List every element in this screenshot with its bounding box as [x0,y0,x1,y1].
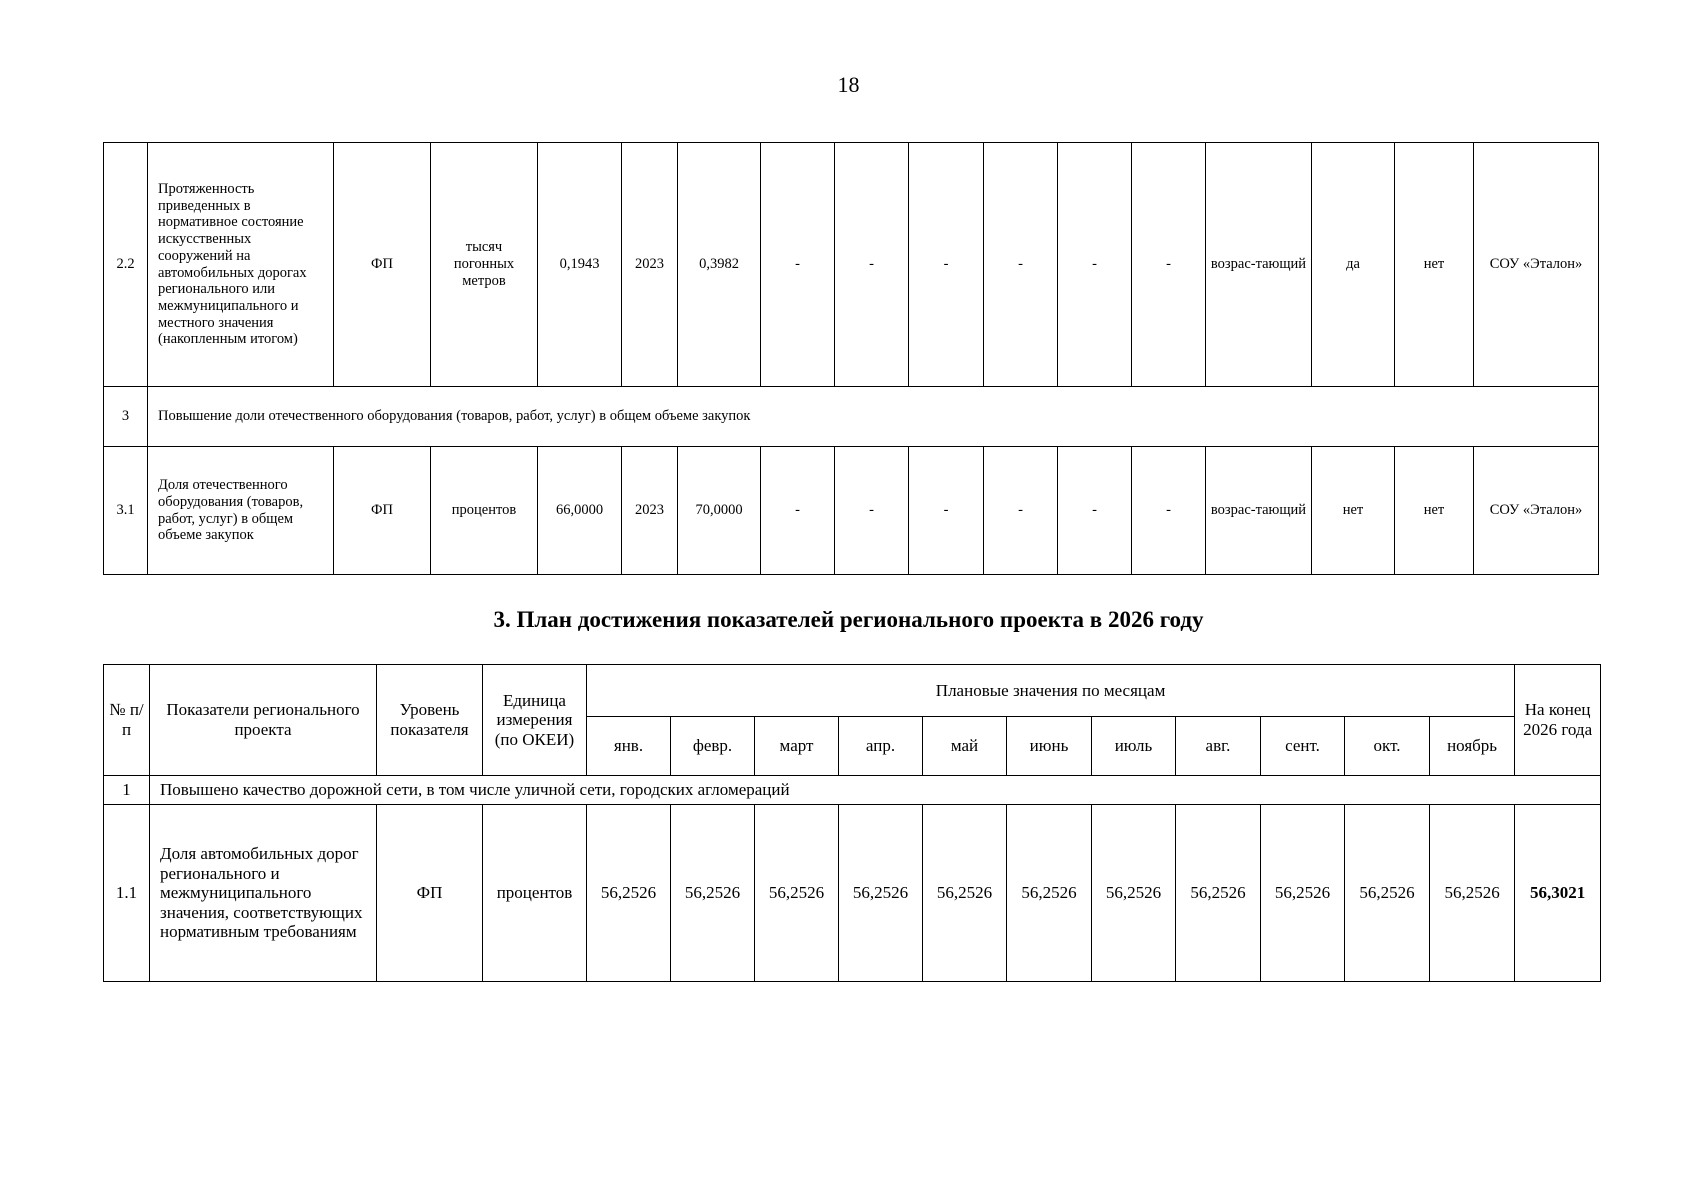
month-header: май [923,717,1007,776]
month-value: 56,2526 [1345,805,1430,982]
value-cell: 70,0000 [678,447,761,575]
indicator-name: Доля отечественного оборудования (товаров, работ, услуг) в общем объеме закупок [148,447,334,575]
value-cell: - [835,447,909,575]
section-heading: Повышение доли отечественного оборудования (товаров, работ, услуг) в общем объеме закупок [148,387,1599,447]
indicator-name: Доля автомобильных дорог регионального и межмуниципального значения, соответствующих нормативным требованиям [150,805,377,982]
header-level: Уровень показателя [377,665,483,776]
page-number: 18 [837,72,860,97]
month-value: 56,2526 [1007,805,1092,982]
table-row [104,805,1601,982]
info-system: СОУ «Эталон» [1474,447,1599,575]
header-end: На конец 2026 года [1515,665,1601,776]
value-cell: 0,3982 [678,143,761,387]
month-header: авг. [1176,717,1261,776]
section-title: 3. План достижения показателей регионального проекта в 2026 году [493,607,1204,632]
month-value: 56,2526 [923,805,1007,982]
indicator-level: ФП [334,447,431,575]
month-header: сент. [1261,717,1345,776]
table-row [104,447,1599,575]
header-name: Показатели регионального проекта [150,665,377,776]
value-cell: - [984,143,1058,387]
trend: возрас-тающий [1206,447,1312,575]
value-cell: - [909,447,984,575]
header-num: № п/п [104,665,150,776]
row-number: 2.2 [104,143,148,387]
base-year: 2023 [622,143,678,387]
value-cell: - [1058,447,1132,575]
month-value: 56,2526 [1092,805,1176,982]
value-cell: - [909,143,984,387]
row-number: 1.1 [104,805,150,982]
table-section-row [104,387,1599,447]
month-header: окт. [1345,717,1430,776]
trend: возрас-тающий [1206,143,1312,387]
table-section-row [104,776,1601,805]
base-value: 66,0000 [538,447,622,575]
flag-cell: нет [1312,447,1395,575]
month-value: 56,2526 [1430,805,1515,982]
value-cell: - [1132,143,1206,387]
header-monthly: Плановые значения по месяцам [587,665,1515,717]
value-cell: - [1132,447,1206,575]
month-header: июнь [1007,717,1092,776]
month-header: март [755,717,839,776]
month-value: 56,2526 [839,805,923,982]
month-header: ноябрь [1430,717,1515,776]
month-value: 56,2526 [1176,805,1261,982]
month-value: 56,2526 [587,805,671,982]
base-year: 2023 [622,447,678,575]
info-system: СОУ «Эталон» [1474,143,1599,387]
value-cell: - [761,143,835,387]
indicator-name: Протяженность приведенных в нормативное состояние искусственных сооружений на автомобильных дорогах регионального или межмуниципального и местного значения (накопленным итогом) [148,143,334,387]
row-number: 3.1 [104,447,148,575]
end-value: 56,3021 [1515,805,1601,982]
row-number: 1 [104,776,150,805]
month-header: янв. [587,717,671,776]
flag-cell: нет [1395,447,1474,575]
unit: тысяч погонных метров [431,143,538,387]
month-value: 56,2526 [755,805,839,982]
indicator-level: ФП [377,805,483,982]
month-value: 56,2526 [1261,805,1345,982]
month-header: февр. [671,717,755,776]
value-cell: - [1058,143,1132,387]
row-number: 3 [104,387,148,447]
plan-table [103,664,1601,982]
header-unit: Единица измерения (по ОКЕИ) [483,665,587,776]
base-value: 0,1943 [538,143,622,387]
table-header-row [104,665,1601,717]
value-cell: - [761,447,835,575]
indicator-level: ФП [334,143,431,387]
month-value: 56,2526 [671,805,755,982]
month-header: июль [1092,717,1176,776]
table-row [104,143,1599,387]
value-cell: - [984,447,1058,575]
indicators-table-continued [103,142,1599,575]
unit: процентов [431,447,538,575]
section-heading: Повышено качество дорожной сети, в том числе уличной сети, городских агломераций [150,776,1601,805]
month-header: апр. [839,717,923,776]
unit: процентов [483,805,587,982]
flag-cell: нет [1395,143,1474,387]
value-cell: - [835,143,909,387]
flag-cell: да [1312,143,1395,387]
